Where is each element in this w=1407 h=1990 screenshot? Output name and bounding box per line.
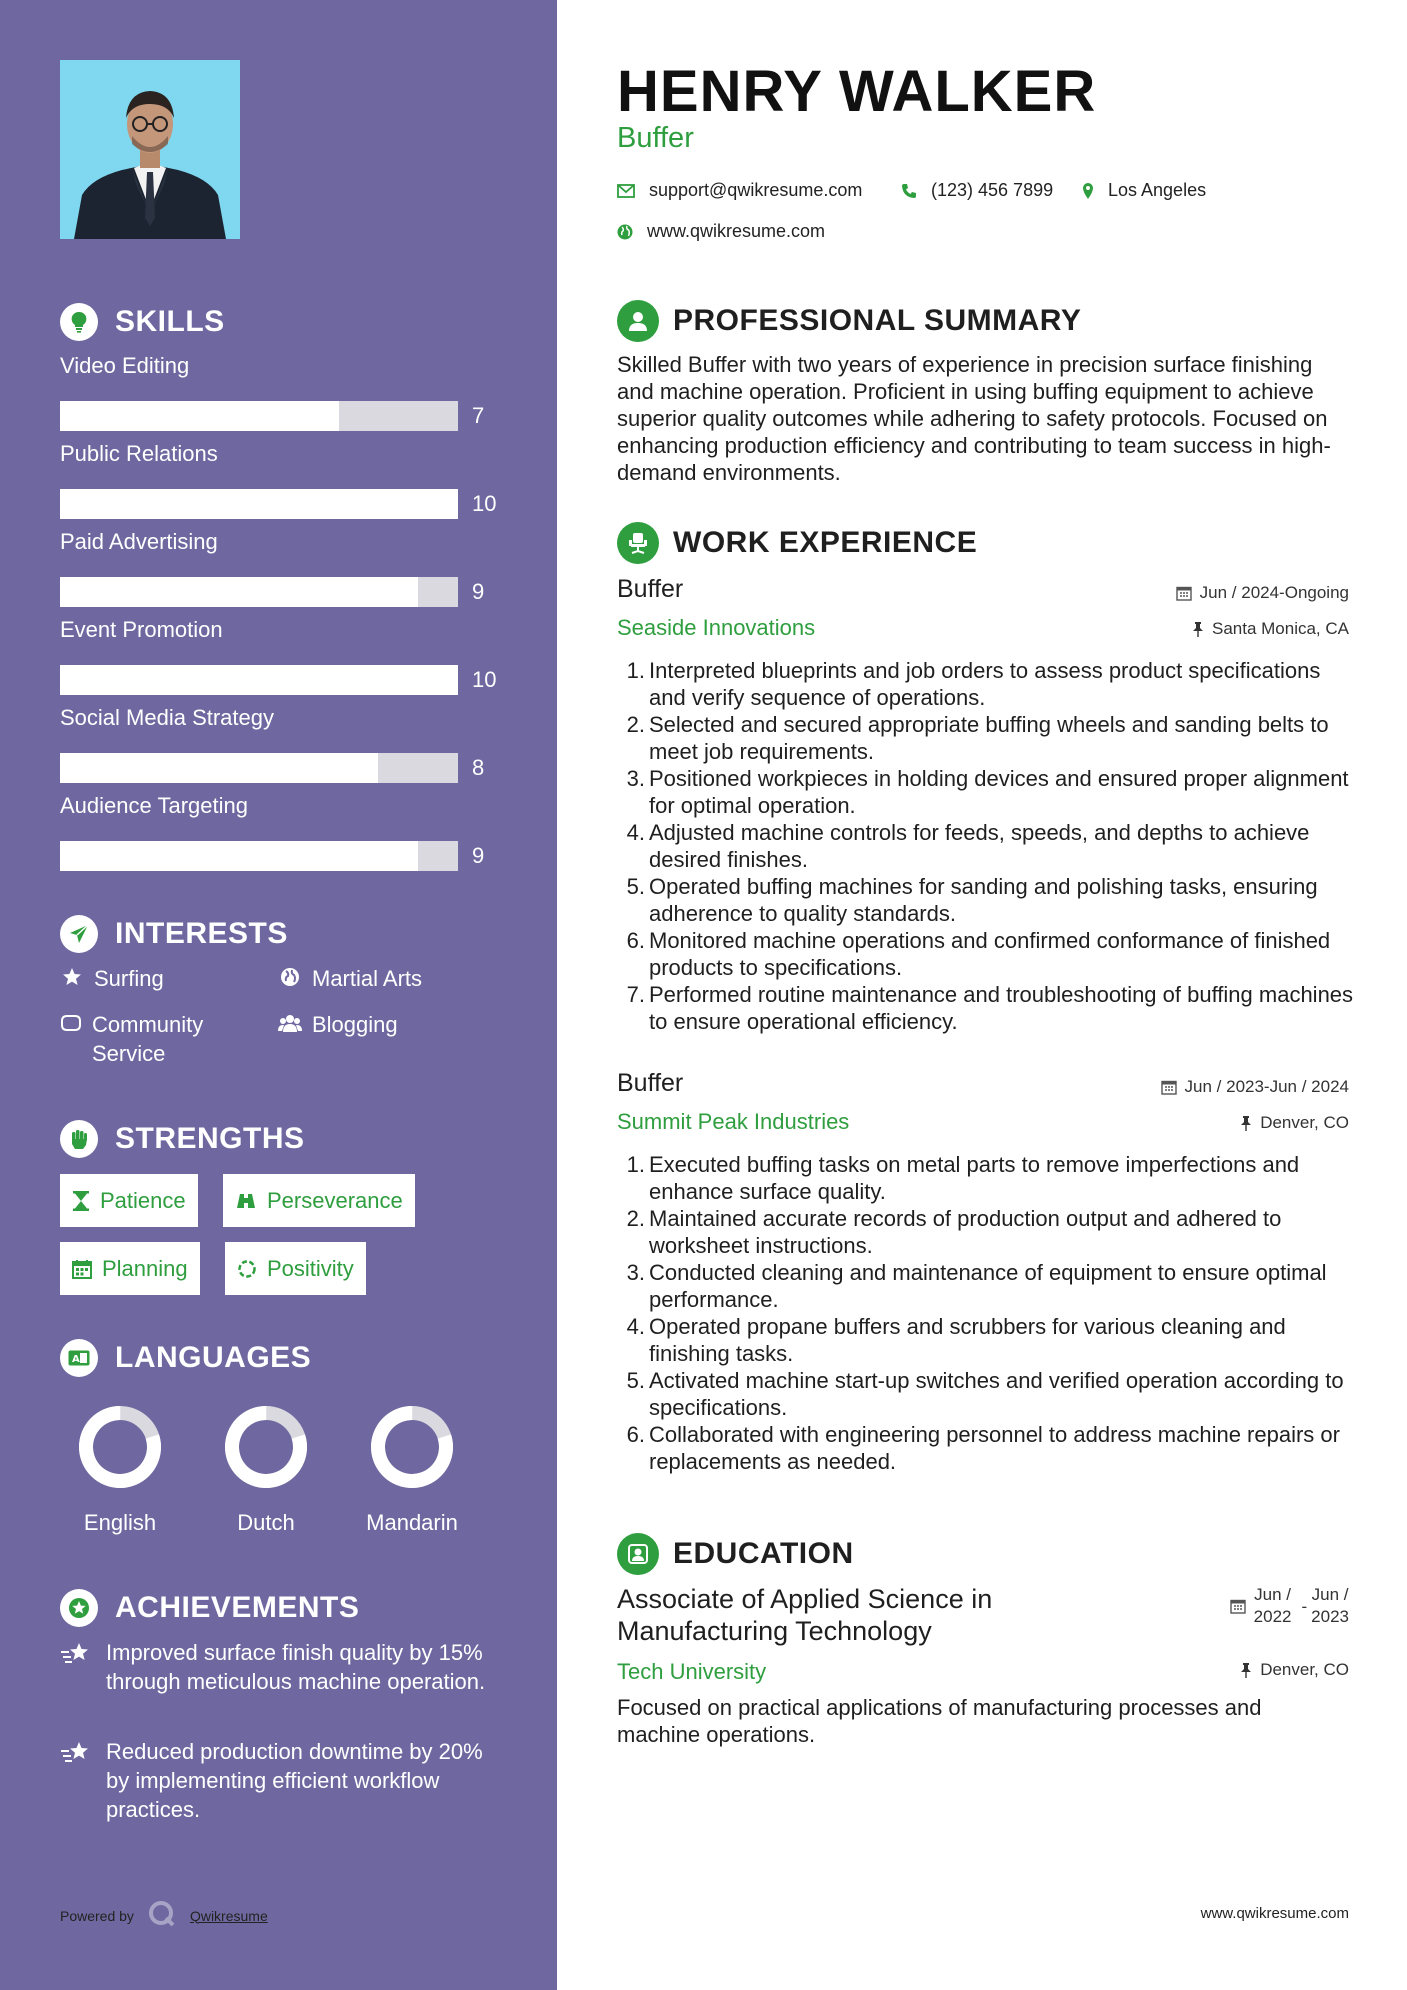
duty-text: Interpreted blueprints and job orders to assess product specifications and verify sequence of operations. xyxy=(649,658,1321,710)
skill-item xyxy=(60,703,500,780)
skill-value: 7 xyxy=(472,403,485,428)
list-item: 6. Collaborated with engineering personnel to address machine repairs or replacements as needed. xyxy=(617,1421,1357,1475)
education-dates xyxy=(1230,1584,1349,1628)
language-name: Dutch xyxy=(237,1510,295,1535)
experience-heading xyxy=(617,521,977,565)
skill-item xyxy=(60,791,500,868)
education-start-month: Jun / xyxy=(1254,1585,1292,1604)
language-donut xyxy=(221,1402,311,1492)
achievement-text: Improved surface finish quality by 15% through meticulous machine operation. xyxy=(106,1640,486,1694)
duty-text: Collaborated with engineering personnel to address machine repairs or replacements as needed. xyxy=(649,1422,1340,1474)
education-degree: Associate of Applied Science in Manufacturing Technology xyxy=(617,1584,993,1646)
skill-bar xyxy=(60,401,458,431)
interests-heading-text: INTERESTS xyxy=(115,917,288,950)
languages-heading xyxy=(60,1338,311,1378)
contact-email[interactable] xyxy=(617,180,862,201)
language-donut xyxy=(75,1402,165,1492)
language-level-arc xyxy=(223,1404,309,1490)
skill-name: Paid Advertising xyxy=(60,529,218,554)
paper-plane-icon xyxy=(60,915,98,953)
duty-text: Operated propane buffers and scrubbers for various cleaning and finishing tasks. xyxy=(649,1314,1286,1366)
job-location-text: Santa Monica, CA xyxy=(1211,619,1349,638)
list-item: 7. Performed routine maintenance and troubleshooting of buffing machines to ensure operational efficiency. xyxy=(617,981,1357,1035)
education-end-month: Jun / xyxy=(1311,1585,1349,1604)
skill-name: Social Media Strategy xyxy=(60,705,274,730)
list-item: 6. Monitored machine operations and confirmed conformance of finished products to specifications. xyxy=(617,927,1357,981)
skill-bar xyxy=(60,577,458,607)
calendar-icon xyxy=(1230,1598,1246,1614)
phone-text: (123) 456 7899 xyxy=(931,180,1054,200)
shooting-star-icon xyxy=(60,1638,94,1696)
education-date-separator: - xyxy=(1301,1597,1308,1616)
job-duties-list xyxy=(617,657,1357,1035)
star-icon xyxy=(60,964,84,987)
skill-bar-fill xyxy=(60,489,458,519)
skill-name: Event Promotion xyxy=(60,617,223,642)
job-title: Buffer xyxy=(617,1069,684,1097)
languages-heading-text: LANGUAGES xyxy=(115,1341,312,1374)
language-name: English xyxy=(83,1510,157,1535)
fist-icon xyxy=(60,1120,98,1158)
skills-heading-text: SKILLS xyxy=(115,305,225,338)
map-pin-icon xyxy=(1082,182,1094,200)
education-location xyxy=(1240,1660,1349,1680)
education-start xyxy=(1254,1584,1292,1628)
interest-label: Blogging xyxy=(312,1012,398,1037)
skill-value: 10 xyxy=(472,491,497,516)
interests-heading xyxy=(60,914,288,954)
website-text: www.qwikresume.com xyxy=(647,221,826,241)
skill-value: 9 xyxy=(472,579,485,604)
duty-text: Performed routine maintenance and troubleshooting of buffing machines to ensure operational efficiency. xyxy=(649,982,1354,1034)
skill-item xyxy=(60,615,500,692)
interest-item xyxy=(60,1010,240,1068)
job-title: Buffer xyxy=(617,575,684,603)
contact-website[interactable] xyxy=(617,221,825,242)
strength-tag xyxy=(223,1174,415,1227)
duty-text: Conducted cleaning and maintenance of equipment to ensure optimal performance. xyxy=(649,1260,1327,1312)
education-heading xyxy=(617,1532,854,1576)
education-end-year: 2023 xyxy=(1311,1607,1349,1626)
hand-icon xyxy=(60,1010,82,1033)
duty-text: Monitored machine operations and confirmed conformance of finished products to specifications. xyxy=(649,928,1331,980)
calendar-icon xyxy=(72,1259,92,1279)
skill-name: Audience Targeting xyxy=(60,793,248,818)
language-donut xyxy=(367,1402,457,1492)
interest-item xyxy=(278,964,422,993)
duty-text: Maintained accurate records of production output and adhered to worksheet instructions. xyxy=(649,1206,1282,1258)
main-content xyxy=(557,0,1407,1990)
skill-bar-fill xyxy=(60,665,458,695)
duty-text: Positioned workpieces in holding devices and ensured proper alignment for optimal operation. xyxy=(649,766,1349,818)
skill-bar-fill xyxy=(60,753,378,783)
lightbulb-icon xyxy=(60,303,98,341)
shooting-star-icon xyxy=(60,1737,94,1824)
job-location-text: Denver, CO xyxy=(1260,1113,1349,1132)
education-location-text: Denver, CO xyxy=(1260,1660,1349,1679)
skill-bar xyxy=(60,753,458,783)
strength-tag xyxy=(60,1242,200,1295)
achievement-text: Reduced production downtime by 20% by implementing efficient workflow practices. xyxy=(106,1739,483,1822)
list-item: 4. Adjusted machine controls for feeds, speeds, and depths to achieve desired finishes. xyxy=(617,819,1357,873)
candidate-name: HENRY WALKER xyxy=(617,59,1097,124)
globe-icon xyxy=(278,964,302,987)
education-school: Tech University xyxy=(617,1659,767,1684)
language-name: Mandarin xyxy=(366,1510,458,1535)
language-item xyxy=(196,1402,336,1536)
calendar-icon xyxy=(1161,1079,1177,1095)
interest-item xyxy=(60,964,164,993)
list-item: 5. Activated machine start-up switches and verified operation according to specifications. xyxy=(617,1367,1357,1421)
list-item: 3. Positioned workpieces in holding devices and ensured proper alignment for optimal operation. xyxy=(617,765,1357,819)
job-dates xyxy=(1176,583,1349,603)
education-end xyxy=(1311,1584,1349,1628)
contact-location xyxy=(1082,180,1206,201)
achievement-item xyxy=(60,1737,500,1824)
pushpin-icon xyxy=(1240,1662,1252,1678)
language-item xyxy=(50,1402,190,1536)
envelope-icon xyxy=(617,184,635,198)
skills-heading xyxy=(60,302,225,342)
duty-text: Selected and secured appropriate buffing wheels and sanding belts to meet job requirements. xyxy=(649,712,1329,764)
interest-label: Surfing xyxy=(94,966,164,991)
language-level-arc xyxy=(77,1404,163,1490)
office-chair-icon xyxy=(617,522,659,564)
powered-by-label: Powered by xyxy=(60,1907,134,1924)
list-item: 2. Maintained accurate records of production output and adhered to worksheet instructions. xyxy=(617,1205,1357,1259)
strength-label: Planning xyxy=(102,1255,188,1281)
summary-text: Skilled Buffer with two years of experience in precision surface finishing and machine operation. Proficient in using buffing equipment to achieve superior quality outcomes while adhering to safety protocols. Focused on enhancing production efficiency and contributing to team success in high-demand environments. xyxy=(617,352,1331,485)
education-start-year: 2022 xyxy=(1253,1607,1292,1626)
job-dates-text: Jun / 2024-Ongoing xyxy=(1199,583,1349,602)
sidebar xyxy=(0,0,557,1990)
phone-icon xyxy=(901,183,917,199)
strength-label: Positivity xyxy=(267,1255,354,1281)
summary-heading-text: PROFESSIONAL SUMMARY xyxy=(673,304,1082,337)
skill-bar-fill xyxy=(60,841,418,871)
skill-item xyxy=(60,527,500,604)
list-item: 4. Operated propane buffers and scrubbers for various cleaning and finishing tasks. xyxy=(617,1313,1357,1367)
list-item: 5. Operated buffing machines for sanding and polishing tasks, ensuring adherence to quality standards. xyxy=(617,873,1357,927)
language-icon xyxy=(60,1339,98,1377)
job-location xyxy=(1192,619,1349,639)
skill-name: Video Editing xyxy=(60,353,190,378)
job-duties-list xyxy=(617,1151,1357,1475)
calendar-icon xyxy=(1176,585,1192,601)
language-level-arc xyxy=(369,1404,455,1490)
binoculars-icon xyxy=(235,1192,257,1210)
graduate-icon xyxy=(617,1533,659,1575)
duty-text: Operated buffing machines for sanding and polishing tasks, ensuring adherence to quality standards. xyxy=(649,874,1318,926)
strengths-heading-text: STRENGTHS xyxy=(115,1122,305,1155)
strength-tag xyxy=(225,1242,366,1295)
skill-bar xyxy=(60,489,458,519)
location-text: Los Angeles xyxy=(1108,180,1207,200)
list-item: 2. Selected and secured appropriate buffing wheels and sanding belts to meet job requirements. xyxy=(617,711,1357,765)
skill-bar xyxy=(60,665,458,695)
pushpin-icon xyxy=(1192,621,1204,637)
skill-value: 8 xyxy=(472,755,485,780)
pushpin-icon xyxy=(1240,1115,1252,1131)
skill-bar xyxy=(60,841,458,871)
user-icon xyxy=(617,300,659,342)
skill-value: 9 xyxy=(472,843,485,868)
strength-tag xyxy=(60,1174,198,1227)
skill-value: 10 xyxy=(472,667,497,692)
email-text: support@qwikresume.com xyxy=(649,180,863,200)
star-badge-icon xyxy=(60,1589,98,1627)
duty-text: Activated machine start-up switches and verified operation according to specifications. xyxy=(649,1368,1344,1420)
powered-by xyxy=(60,1900,268,1931)
job-dates xyxy=(1161,1077,1349,1097)
duty-text: Adjusted machine controls for feeds, speeds, and depths to achieve desired finishes. xyxy=(649,820,1310,872)
qwikresume-link[interactable]: Qwikresume xyxy=(189,1907,268,1924)
interest-label: Martial Arts xyxy=(312,966,423,991)
skill-item xyxy=(60,439,500,516)
candidate-title: Buffer xyxy=(617,122,694,154)
hourglass-icon xyxy=(72,1190,90,1212)
job-dates-text: Jun / 2023-Jun / 2024 xyxy=(1184,1077,1349,1096)
svg-text:A: A xyxy=(72,1354,80,1365)
job-company: Seaside Innovations xyxy=(617,615,816,640)
job-company: Summit Peak Industries xyxy=(617,1109,850,1134)
achievement-item xyxy=(60,1638,500,1696)
spinner-icon xyxy=(237,1259,257,1279)
achievements-heading xyxy=(60,1588,359,1628)
language-item xyxy=(342,1402,482,1536)
list-item: 3. Conducted cleaning and maintenance of equipment to ensure optimal performance. xyxy=(617,1259,1357,1313)
contact-phone[interactable] xyxy=(901,180,1053,201)
list-item: 1. Interpreted blueprints and job orders to assess product specifications and verify sequence of operations. xyxy=(617,657,1357,711)
job-location xyxy=(1240,1113,1349,1133)
skill-bar-fill xyxy=(60,577,418,607)
duty-text: Executed buffing tasks on metal parts to remove imperfections and enhance surface quality. xyxy=(649,1152,1300,1204)
strength-label: Perseverance xyxy=(267,1187,403,1213)
interest-label: Community Service xyxy=(92,1012,204,1066)
users-icon xyxy=(278,1010,302,1033)
list-item: 1. Executed buffing tasks on metal parts to remove imperfections and enhance surface quality. xyxy=(617,1151,1357,1205)
interest-item xyxy=(278,1010,398,1039)
footer-website[interactable]: www.qwikresume.com xyxy=(1200,1905,1349,1922)
skill-item xyxy=(60,351,500,428)
education-heading-text: EDUCATION xyxy=(673,1537,854,1570)
skill-name: Public Relations xyxy=(60,441,218,466)
qwikresume-logo-icon xyxy=(148,1900,176,1931)
education-description: Focused on practical applications of manufacturing processes and machine operations. xyxy=(617,1695,1262,1747)
experience-heading-text: WORK EXPERIENCE xyxy=(673,526,978,559)
summary-heading xyxy=(617,299,1081,343)
strengths-heading xyxy=(60,1119,305,1159)
profile-photo xyxy=(60,60,240,239)
skill-bar-fill xyxy=(60,401,339,431)
strength-label: Patience xyxy=(100,1187,186,1213)
achievements-heading-text: ACHIEVEMENTS xyxy=(115,1591,360,1624)
globe-icon xyxy=(617,224,633,240)
